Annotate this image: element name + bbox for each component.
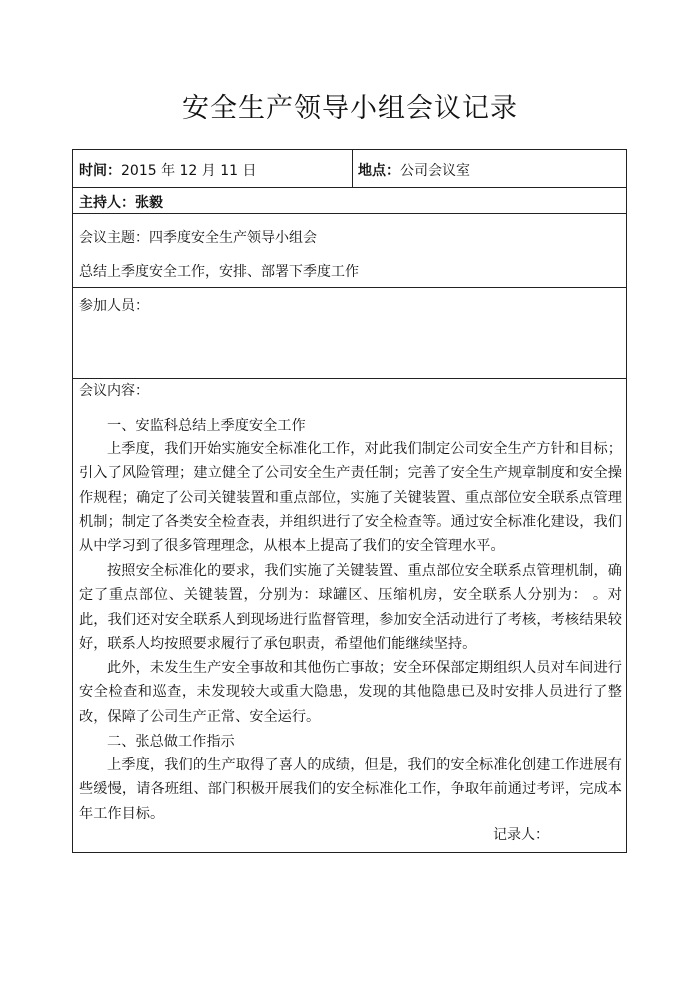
attendees-label: 参加人员： bbox=[79, 298, 149, 314]
host-cell bbox=[79, 192, 163, 212]
paragraph-2: 按照安全标准化的要求，我们实施了关键装置、重点部位安全联系点管理机制，确定了重点部位、关键装置，分别为：球罐区、压缩机房，安全联系人分别为： 。对此，我们还对安全联系人到现场进行监督管理，参加安全活动进行了考核，考核结果较好，联系人均按照要求履行了承包职责，希望他们能继续坚持。 bbox=[79, 563, 622, 652]
page-title: 安全生产领导小组会议记录 bbox=[182, 93, 518, 124]
time-cell bbox=[79, 160, 257, 180]
location-value: 公司会议室 bbox=[400, 163, 470, 179]
topic-label: 会议主题： bbox=[79, 230, 149, 246]
paragraph-4: 上季度，我们的生产取得了喜人的成绩，但是，我们的安全标准化创建工作进展有些缓慢，请各班组、部门积极开展我们的安全标准化工作，争取年前通过考评，完成本年工作目标。 bbox=[79, 757, 622, 822]
time-label: 时间： bbox=[79, 163, 121, 179]
location-label: 地点： bbox=[358, 163, 400, 179]
recorder-label: 记录人： bbox=[493, 827, 549, 843]
section-2-heading: 二、张总做工作指示 bbox=[107, 734, 235, 750]
row-content bbox=[73, 379, 626, 852]
meeting-record-table bbox=[72, 149, 627, 853]
paragraph-1: 上季度，我们开始实施安全标准化工作，对此我们制定公司安全生产方针和目标；引入了风险管理；建立健全了公司安全生产责任制；完善了安全生产规章制度和安全操作规程；确定了公司关键装置和重点部位，实施了关键装置、重点部位安全联系点管理机制；制定了各类安全检查表，并组织进行了安全检查等。通过安全标准化建设，我们从中学习到了很多管理理念，从根本上提高了我们的安全管理水平。 bbox=[79, 441, 622, 555]
location-cell bbox=[358, 160, 470, 180]
row-host bbox=[73, 188, 626, 214]
topic-cell bbox=[79, 227, 317, 247]
content-label: 会议内容： bbox=[79, 383, 149, 399]
row-attendees bbox=[73, 288, 626, 379]
row-topic bbox=[73, 214, 626, 288]
column-divider bbox=[352, 150, 353, 187]
host-label: 主持人： bbox=[79, 195, 135, 211]
time-value: 2015 年 12 月 11 日 bbox=[121, 163, 257, 179]
topic-value: 四季度安全生产领导小组会 bbox=[149, 230, 317, 246]
paragraph-3: 此外，未发生生产安全事故和其他伤亡事故；安全环保部定期组织人员对车间进行安全检查和巡查，未发现较大或重大隐患，发现的其他隐患已及时安排人员进行了整改，保障了公司生产正常、安全运行。 bbox=[79, 660, 622, 725]
topic-subtitle: 总结上季度安全工作，安排、部署下季度工作 bbox=[79, 264, 359, 280]
section-1-heading: 一、安监科总结上季度安全工作 bbox=[107, 418, 306, 434]
row-time-location bbox=[73, 150, 626, 188]
host-value: 张毅 bbox=[135, 195, 163, 211]
